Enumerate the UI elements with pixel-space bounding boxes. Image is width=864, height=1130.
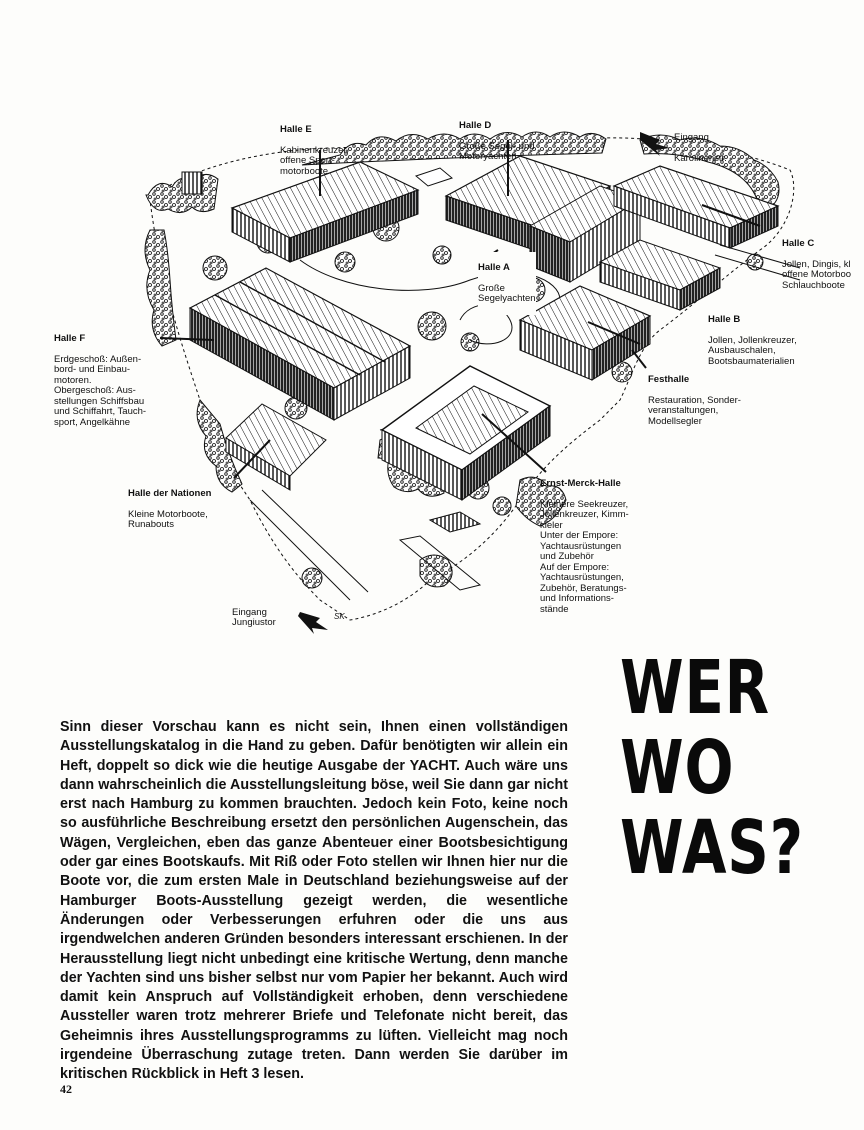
- entrance-arrow-jungiustor: [298, 612, 328, 634]
- ernst-merck-halle-title: Ernst-Merck-Halle: [540, 477, 621, 489]
- ernst-merck-halle-description: Kleinere Seekreuzer, Jollenkreuzer, Kimm- kieler Unter der Empore: Yachtausrüstungen und Zubehör Auf der Empore: Yachtausrüstungen, Zubehör, Beratungs- und Informations- stände: [540, 498, 629, 615]
- eingang-jungiustor-text: Eingang Jungiustor: [232, 606, 276, 628]
- halle-f-title: Halle F: [54, 332, 86, 344]
- label-halle-e: [280, 114, 349, 188]
- halle-der-nationen-description: Kleine Motorboote, Runabouts: [128, 508, 208, 530]
- halle-b-description: Jollen, Jollenkreuzer, Ausbauschalen, Bootsbaumaterialien: [708, 334, 797, 367]
- label-festhalle: [648, 364, 741, 438]
- label-halle-der-nationen: [128, 478, 211, 541]
- halle-a-description: Große Segelyachten: [478, 282, 536, 304]
- halle-d-description: Große Segel- und Motoryachten: [459, 140, 535, 162]
- eingang-karolinenstr-title: Eingang: [674, 131, 709, 143]
- label-eingang-karolinenstr: [674, 122, 727, 175]
- halle-f-description: Erdgeschoß: Außen- bord- und Einbau- motoren. Obergeschoß: Aus- stellungen Schiffsbau und Schiffahrt, Tauch- sport, Angelkähne: [54, 353, 147, 428]
- headline-line-1: WER: [620, 645, 770, 731]
- article-body: Sinn dieser Vorschau kann es nicht sein, Ihnen einen vollständigen Ausstellungskatalog in die Hand zu geben. Dafür benötigten wir allein ein Heft, doppelt so dick wie die heutige Ausgabe der YACHT. Auch wäre uns dann wahrscheinlich die Ausstellungsleitung böse, weil Sie dann gar nicht erst nach Hamburg zu kommen brauchten. Jedoch kein Foto, keine noch so ausführliche Beschreibung ersetzt den persönlichen Augenschein, das Wägen, Vergleichen, eben das ganze Abenteuer einer Bootsbesichtigung oder gar eines Bootskaufs. Mit Riß oder Foto stellen wir Ihnen hier nur die Boote vor, die zum ersten Male in Deutschland beziehungsweise auf der Hamburger Boots-Ausstellung gezeigt werden, die wesentliche Änderungen oder Verbesserungen erfuhren oder die uns aus irgendwelchen anderen Gründen besonders interessant erschienen. In der Herausstellung liegt nicht unbedingt eine kritische Wertung, denn manche der Yachten sind uns bisher selbst nur vom Papier her bekannt. Auch wird damit kein Anspruch auf Vollständigkeit erhoben, denn verschiedene Aussteller waren trotz mehrerer Briefe und Telefonate nicht bereit, das Geheimnis ihres Ausstellungsprogramms zu lüften. Vielleicht mag noch irgendeine Überraschung zutage treten. Dann werden Sie darüber im kritischen Rückblick in Heft 3 lesen.: [60, 719, 568, 1083]
- halle-c-title: Halle C: [782, 237, 815, 249]
- label-halle-a: [478, 252, 536, 315]
- halle-c-description: Jollen, Dingis, kl offene Motorboo Schlauchboote: [782, 258, 852, 291]
- label-halle-d: [459, 110, 535, 173]
- eingang-karolinenstr-street: Karolinenstr.: [674, 152, 727, 164]
- halle-der-nationen-building: [226, 404, 326, 490]
- halle-der-nationen-title: Halle der Nationen: [128, 487, 212, 499]
- artist-signature: SK: [334, 612, 345, 621]
- festhalle-title: Festhalle: [648, 373, 690, 385]
- label-eingang-jungiustor: [232, 597, 276, 639]
- label-halle-c: [782, 228, 864, 302]
- halle-a-title: Halle A: [478, 261, 510, 273]
- halle-e-title: Halle E: [280, 123, 312, 135]
- halle-b-title: Halle B: [708, 313, 741, 325]
- halle-e-description: Kabinenkreuzer, offene Sport- motorboote: [280, 144, 349, 177]
- label-ernst-merck-halle: [540, 468, 629, 626]
- headline: [620, 645, 804, 891]
- halle-f-building: [190, 268, 410, 420]
- label-halle-f: [54, 323, 146, 439]
- page-number: 42: [60, 1082, 72, 1096]
- headline-line-2: WO: [620, 725, 735, 811]
- festhalle-description: Restauration, Sonder- veranstaltungen, Modellsegler: [648, 394, 741, 427]
- halle-d-title: Halle D: [459, 119, 492, 131]
- headline-line-3: WAS?: [620, 805, 804, 891]
